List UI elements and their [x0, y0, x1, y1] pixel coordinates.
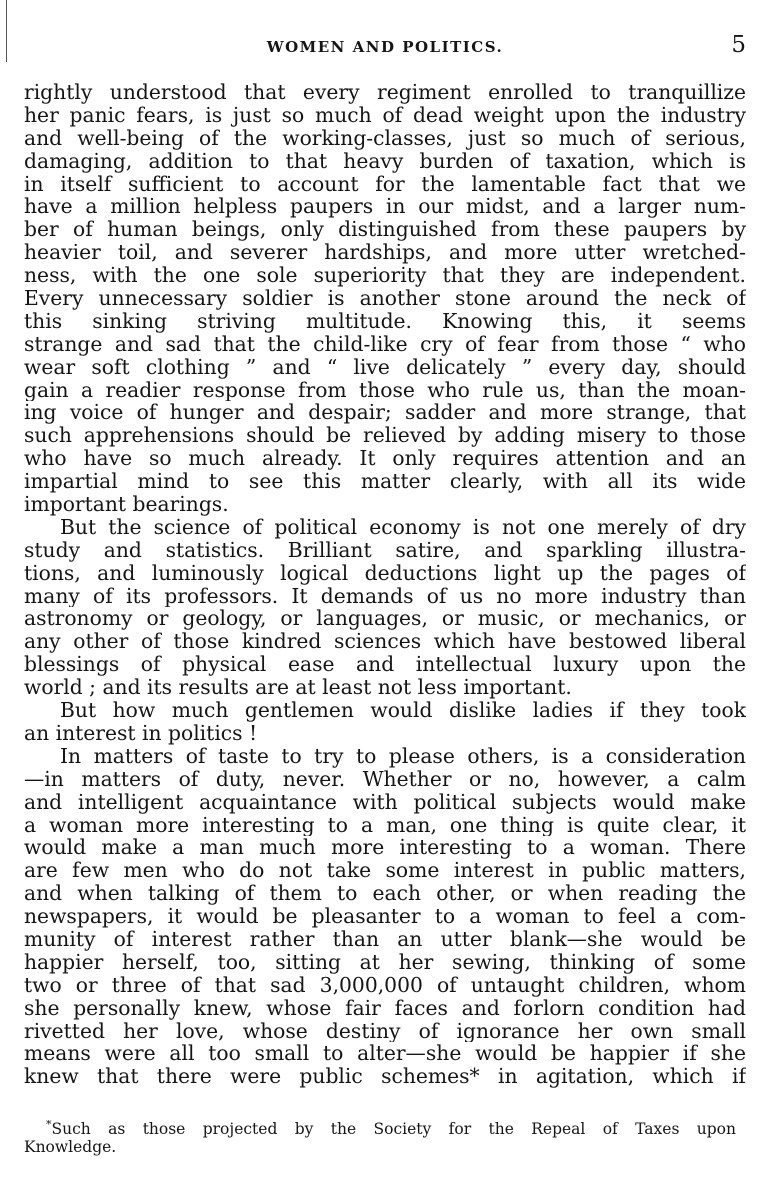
text-line: newspapers, it would be pleasanter to a woman to feel a com-: [24, 905, 746, 928]
text-line: ber of human beings, only distinguished from these paupers by: [24, 218, 746, 242]
page-edge-rule: [6, 0, 7, 62]
text-line: —in matters of duty, never. Whether or no, however, a calm: [24, 767, 746, 791]
text-line: tions, and luminously logical deductions light up the pages of: [24, 561, 746, 585]
text-line: would make a man much more interesting to a woman. There: [24, 836, 746, 860]
footnote-line: [24, 1120, 736, 1138]
text-line: But how much gentlemen would dislike ladies if they took: [60, 699, 746, 722]
text-line: damaging, addition to that heavy burden of taxation, which is: [24, 149, 746, 173]
running-head: WOMEN AND POLITICS.: [266, 38, 504, 56]
text-line: an interest in politics !: [24, 721, 258, 745]
text-line: wear soft clothing ” and “ live delicately ” every day, should: [24, 355, 746, 379]
footnote-line: Knowledge.: [24, 1138, 117, 1156]
text-line: any other of those kindred sciences which have bestowed liberal: [24, 630, 746, 654]
text-line: Every unnecessary soldier is another stone around the neck of: [24, 287, 746, 310]
text-line: In matters of taste to try to please others, is a consideration: [60, 744, 746, 768]
text-line: strange and sad that the child-like cry of fear from those “ who: [24, 332, 746, 356]
text-line: world ; and its results are at least not less important.: [24, 676, 572, 700]
text-line: such apprehensions should be relieved by adding misery to those: [24, 424, 746, 448]
footnote-text: Such as those projected by the Society for the Repeal of Taxes upon: [51, 1120, 736, 1138]
text-line: gain a readier response from those who rule us, than the moan-: [24, 378, 746, 402]
text-line: ness, with the one sole superiority that they are independent.: [24, 264, 746, 288]
page-number: 5: [731, 32, 746, 58]
text-line: two or three of that sad 3,000,000 of untaught children, whom: [24, 973, 746, 997]
text-line: But the science of political economy is not one merely of dry: [60, 515, 746, 539]
text-line: heavier toil, and severer hardships, and more utter wretched-: [24, 241, 746, 265]
text-line: many of its professors. It demands of us no more industry than: [24, 584, 746, 608]
footnote-marker: *: [46, 1120, 52, 1131]
text-line: blessings of physical ease and intellectual luxury upon the: [24, 653, 746, 677]
text-line: her panic fears, is just so much of dead weight upon the industry: [24, 103, 746, 127]
text-line: a woman more interesting to a man, one thing is quite clear, it: [24, 813, 746, 837]
text-line: rightly understood that every regiment enrolled to tranquillize: [24, 81, 746, 104]
text-line: and when talking of them to each other, or when reading the: [24, 882, 746, 906]
text-line: rivetted her love, whose destiny of ignorance her own small: [24, 1019, 746, 1043]
text-line: have a million helpless paupers in our midst, and a larger num-: [24, 195, 746, 219]
text-line: and intelligent acquaintance with political subjects would make: [24, 790, 746, 814]
text-line: happier herself, too, sitting at her sewing, thinking of some: [24, 950, 746, 974]
text-line: this sinking striving multitude. Knowing this, it seems: [24, 309, 746, 333]
text-line: who have so much already. It only requires attention and an: [24, 447, 746, 471]
page-header: [24, 34, 746, 64]
text-line: astronomy or geology, or languages, or music, or mechanics, or: [24, 607, 746, 631]
text-line: are few men who do not take some interest in public matters,: [24, 859, 746, 883]
text-line: means were all too small to alter—she would be happier if she: [24, 1042, 746, 1066]
text-line: in itself sufficient to account for the lamentable fact that we: [24, 172, 746, 196]
text-line: and well-being of the working-classes, just so much of serious,: [24, 126, 746, 150]
footnote: [24, 1120, 736, 1156]
text-line: knew that there were public schemes* in agitation, which if: [24, 1065, 746, 1089]
text-line: ing voice of hunger and despair; sadder and more strange, that: [24, 401, 746, 425]
body-text: [24, 81, 746, 1088]
text-line: munity of interest rather than an utter blank—she would be: [24, 927, 746, 951]
text-line: impartial mind to see this matter clearly, with all its wide: [24, 470, 746, 494]
text-line: important bearings.: [24, 493, 229, 516]
text-line: study and statistics. Brilliant satire, and sparkling illustra-: [24, 538, 746, 562]
text-line: she personally knew, whose fair faces and forlorn condition had: [24, 996, 746, 1020]
